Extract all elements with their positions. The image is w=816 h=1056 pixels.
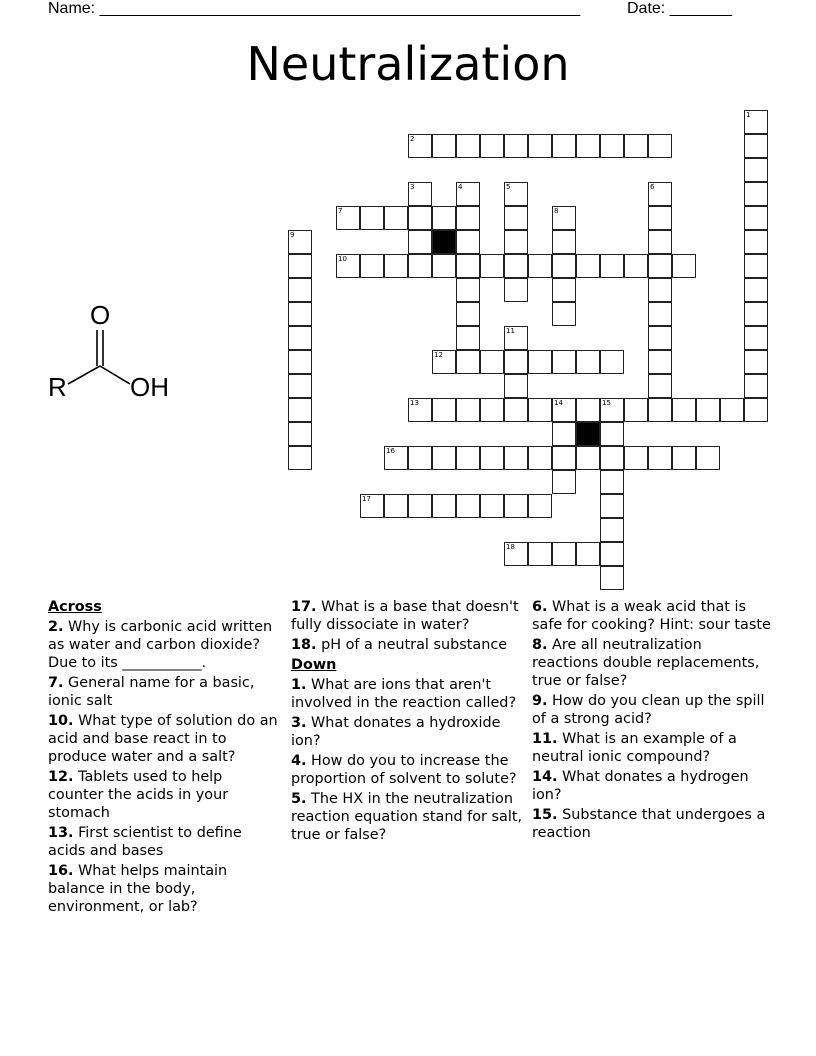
clue-number: 1. <box>291 677 307 693</box>
crossword-cell[interactable] <box>504 230 528 254</box>
crossword-cell[interactable] <box>528 350 552 374</box>
crossword-cell[interactable] <box>744 134 768 158</box>
crossword-cell[interactable] <box>552 422 576 446</box>
crossword-cell[interactable] <box>624 134 648 158</box>
cell-number: 14 <box>554 399 563 407</box>
crossword-cell[interactable] <box>408 134 432 158</box>
crossword-cell[interactable] <box>504 350 528 374</box>
crossword-cell[interactable] <box>432 254 456 278</box>
clue-number: 16. <box>48 863 74 879</box>
crossword-cell[interactable] <box>384 206 408 230</box>
clue-text: What helps maintain balance in the body, environment, or lab? <box>48 863 228 915</box>
crossword-cell[interactable] <box>528 134 552 158</box>
clue-down-8 <box>532 636 772 690</box>
clue-number: 17. <box>291 599 317 615</box>
clue-number: 14. <box>532 769 558 785</box>
cell-number: 7 <box>338 207 343 215</box>
clue-number: 12. <box>48 769 74 785</box>
clue-text: What type of solution do an acid and base react in to produce water and a salt? <box>48 713 278 765</box>
crossword-cell[interactable] <box>456 446 480 470</box>
crossword-cell[interactable] <box>504 494 528 518</box>
clue-text: How do you to increase the proportion of solvent to solute? <box>291 753 517 787</box>
clue-number: 5. <box>291 791 307 807</box>
clue-text: pH of a neutral substance <box>316 637 508 653</box>
crossword-cell[interactable] <box>528 398 552 422</box>
crossword-cell[interactable] <box>648 374 672 398</box>
crossword-cell[interactable] <box>744 230 768 254</box>
crossword-cell[interactable] <box>672 446 696 470</box>
crossword-cell[interactable] <box>456 254 480 278</box>
crossword-cell[interactable] <box>720 398 744 422</box>
crossword-cell[interactable] <box>600 446 624 470</box>
clue-text: What are ions that aren't involved in the reaction called? <box>291 677 517 711</box>
clue-text: The HX in the neutralization reaction equation stand for salt, true or false? <box>291 791 523 843</box>
down-heading: Down <box>291 657 337 673</box>
crossword-cell[interactable] <box>744 278 768 302</box>
crossword-cell[interactable] <box>480 446 504 470</box>
clue-text: General name for a basic, ionic salt <box>48 675 255 709</box>
crossword-cell[interactable] <box>552 446 576 470</box>
crossword-cell[interactable] <box>408 230 432 254</box>
cell-number: 3 <box>410 183 415 191</box>
cell-number: 12 <box>434 351 443 359</box>
crossword-cell[interactable] <box>648 302 672 326</box>
crossword-cell[interactable] <box>624 446 648 470</box>
clue-across-10 <box>48 712 280 766</box>
crossword-cell[interactable] <box>648 206 672 230</box>
crossword-cell[interactable] <box>432 446 456 470</box>
crossword-cell[interactable] <box>456 494 480 518</box>
crossword-cell[interactable] <box>576 398 600 422</box>
clue-number: 3. <box>291 715 307 731</box>
crossword-cell[interactable] <box>744 110 768 134</box>
clue-number: 11. <box>532 731 558 747</box>
oxygen-atom-label: O <box>90 300 111 330</box>
cell-number: 16 <box>386 447 395 455</box>
crossword-cell[interactable] <box>648 182 672 206</box>
clue-text: How do you clean up the spill of a strong acid? <box>532 693 765 727</box>
cell-number: 11 <box>506 327 515 335</box>
crossword-cell[interactable] <box>648 134 672 158</box>
clue-text: Substance that undergoes a reaction <box>532 807 766 841</box>
clue-down-5 <box>291 790 523 844</box>
crossword-cell[interactable] <box>600 566 624 590</box>
crossword-cell[interactable] <box>744 326 768 350</box>
cell-number: 5 <box>506 183 511 191</box>
crossword-cell[interactable] <box>744 302 768 326</box>
crossword-cell[interactable] <box>456 326 480 350</box>
crossword-cell[interactable] <box>552 134 576 158</box>
crossword-cell[interactable] <box>624 398 648 422</box>
crossword-cell[interactable] <box>672 398 696 422</box>
clue-text: Are all neutralization reactions double replacements, true or false? <box>532 637 760 689</box>
crossword-cell[interactable] <box>504 446 528 470</box>
clue-across-2 <box>48 618 280 672</box>
clue-text: Tablets used to help counter the acids in your stomach <box>48 769 229 821</box>
crossword-cell[interactable] <box>576 350 600 374</box>
crossword-cell[interactable] <box>576 446 600 470</box>
clue-across-12 <box>48 768 280 822</box>
clue-text: First scientist to define acids and bases <box>48 825 242 859</box>
across-heading: Across <box>48 599 102 615</box>
clue-text: What is a weak acid that is safe for cooking? Hint: sour taste <box>532 599 771 633</box>
crossword-cell[interactable] <box>480 350 504 374</box>
crossword-cell[interactable] <box>600 254 624 278</box>
clue-down-14 <box>532 768 772 804</box>
crossword-cell[interactable] <box>432 494 456 518</box>
crossword-cell[interactable] <box>744 374 768 398</box>
crossword-cell[interactable] <box>504 278 528 302</box>
crossword-cell[interactable] <box>600 470 624 494</box>
carboxylic-acid-structure-diagram <box>44 296 184 406</box>
clue-across-7 <box>48 674 280 710</box>
crossword-cell[interactable] <box>528 494 552 518</box>
cell-number: 17 <box>362 495 371 503</box>
crossword-cell[interactable] <box>456 302 480 326</box>
crossword-cell[interactable] <box>600 398 624 422</box>
crossword-cell[interactable] <box>456 134 480 158</box>
crossword-cell[interactable] <box>384 446 408 470</box>
crossword-cell[interactable] <box>600 494 624 518</box>
cell-number: 9 <box>290 231 295 239</box>
cell-number: 4 <box>458 183 463 191</box>
clue-text: What is an example of a neutral ionic compound? <box>532 731 737 765</box>
clue-down-4 <box>291 752 523 788</box>
clue-number: 9. <box>532 693 548 709</box>
crossword-cell[interactable] <box>552 398 576 422</box>
crossword-cell[interactable] <box>744 158 768 182</box>
crossword-cell[interactable] <box>528 542 552 566</box>
crossword-cell[interactable] <box>288 350 312 374</box>
crossword-cell[interactable] <box>288 374 312 398</box>
crossword-cell[interactable] <box>456 182 480 206</box>
clue-number: 18. <box>291 637 317 653</box>
crossword-cell[interactable] <box>432 398 456 422</box>
crossword-cell[interactable] <box>504 326 528 350</box>
crossword-cell[interactable] <box>456 230 480 254</box>
clue-down-11 <box>532 730 772 766</box>
clue-column-2 <box>291 598 523 846</box>
crossword-cell[interactable] <box>480 134 504 158</box>
crossword-cell[interactable] <box>528 254 552 278</box>
crossword-cell[interactable] <box>600 134 624 158</box>
crossword-cell[interactable] <box>288 398 312 422</box>
crossword-block-cell <box>576 422 600 446</box>
clue-across-16 <box>48 862 280 916</box>
hydroxyl-label: OH <box>130 372 169 402</box>
crossword-cell[interactable] <box>648 350 672 374</box>
crossword-cell[interactable] <box>288 302 312 326</box>
crossword-cell[interactable] <box>456 398 480 422</box>
cell-number: 2 <box>410 135 415 143</box>
crossword-cell[interactable] <box>288 446 312 470</box>
crossword-cell[interactable] <box>672 254 696 278</box>
clue-across-17 <box>291 598 523 634</box>
crossword-cell[interactable] <box>408 398 432 422</box>
crossword-cell[interactable] <box>600 518 624 542</box>
crossword-cell[interactable] <box>624 254 648 278</box>
r-group-label: R <box>48 372 67 402</box>
crossword-cell[interactable] <box>600 350 624 374</box>
page-title: Neutralization <box>246 37 570 91</box>
cell-number: 13 <box>410 399 419 407</box>
crossword-cell[interactable] <box>552 350 576 374</box>
crossword-cell[interactable] <box>288 254 312 278</box>
crossword-cell[interactable] <box>696 446 720 470</box>
crossword-cell[interactable] <box>648 278 672 302</box>
crossword-cell[interactable] <box>336 254 360 278</box>
name-field-label[interactable]: Name: ______________________________________________________ <box>48 0 581 17</box>
crossword-cell[interactable] <box>648 230 672 254</box>
cell-number: 15 <box>602 399 611 407</box>
crossword-cell[interactable] <box>360 206 384 230</box>
crossword-cell[interactable] <box>552 542 576 566</box>
crossword-cell[interactable] <box>504 206 528 230</box>
crossword-cell[interactable] <box>480 494 504 518</box>
crossword-cell[interactable] <box>504 182 528 206</box>
clue-column-1 <box>48 598 280 918</box>
clue-number: 10. <box>48 713 74 729</box>
crossword-cell[interactable] <box>432 134 456 158</box>
crossword-cell[interactable] <box>744 350 768 374</box>
crossword-cell[interactable] <box>504 542 528 566</box>
clue-text: Why is carbonic acid written as water and carbon dioxide? Due to its ___________. <box>48 619 273 671</box>
clue-across-18 <box>291 636 523 654</box>
crossword-cell[interactable] <box>408 206 432 230</box>
crossword-cell[interactable] <box>504 254 528 278</box>
clue-number: 4. <box>291 753 307 769</box>
crossword-cell[interactable] <box>696 398 720 422</box>
crossword-cell[interactable] <box>456 350 480 374</box>
crossword-cell[interactable] <box>456 278 480 302</box>
crossword-cell[interactable] <box>408 446 432 470</box>
crossword-cell[interactable] <box>576 542 600 566</box>
clue-across-13 <box>48 824 280 860</box>
crossword-cell[interactable] <box>408 182 432 206</box>
crossword-cell[interactable] <box>384 494 408 518</box>
crossword-cell[interactable] <box>288 230 312 254</box>
crossword-cell[interactable] <box>408 254 432 278</box>
clue-number: 15. <box>532 807 558 823</box>
crossword-cell[interactable] <box>744 398 768 422</box>
clue-number: 13. <box>48 825 74 841</box>
crossword-cell[interactable] <box>456 206 480 230</box>
clue-down-15 <box>532 806 772 842</box>
crossword-cell[interactable] <box>288 326 312 350</box>
crossword-cell[interactable] <box>336 206 360 230</box>
clue-text: What donates a hydrogen ion? <box>532 769 749 803</box>
cell-number: 1 <box>746 111 751 119</box>
cell-number: 10 <box>338 255 347 263</box>
crossword-cell[interactable] <box>552 278 576 302</box>
crossword-cell[interactable] <box>552 254 576 278</box>
clue-number: 8. <box>532 637 548 653</box>
clue-text: What donates a hydroxide ion? <box>291 715 501 749</box>
clue-column-3 <box>532 598 772 844</box>
clue-number: 7. <box>48 675 64 691</box>
crossword-block-cell <box>432 230 456 254</box>
crossword-cell[interactable] <box>432 206 456 230</box>
cell-number: 8 <box>554 207 559 215</box>
crossword-cell[interactable] <box>576 254 600 278</box>
clue-number: 2. <box>48 619 64 635</box>
crossword-cell[interactable] <box>576 134 600 158</box>
crossword-cell[interactable] <box>600 542 624 566</box>
cell-number: 18 <box>506 543 515 551</box>
crossword-cell[interactable] <box>648 326 672 350</box>
clue-down-9 <box>532 692 772 728</box>
crossword-cell[interactable] <box>648 398 672 422</box>
crossword-cell[interactable] <box>360 494 384 518</box>
crossword-cell[interactable] <box>744 182 768 206</box>
crossword-cell[interactable] <box>744 206 768 230</box>
crossword-cell[interactable] <box>504 398 528 422</box>
crossword-cell[interactable] <box>648 254 672 278</box>
crossword-cell[interactable] <box>744 254 768 278</box>
clue-down-6 <box>532 598 772 634</box>
crossword-cell[interactable] <box>480 254 504 278</box>
clue-down-3 <box>291 714 523 750</box>
crossword-cell[interactable] <box>408 494 432 518</box>
cell-number: 6 <box>650 183 655 191</box>
crossword-cell[interactable] <box>528 446 552 470</box>
crossword-cell[interactable] <box>552 206 576 230</box>
crossword-cell[interactable] <box>648 446 672 470</box>
crossword-cell[interactable] <box>480 398 504 422</box>
crossword-cell[interactable] <box>384 254 408 278</box>
crossword-cell[interactable] <box>504 134 528 158</box>
clue-text: What is a base that doesn't fully dissociate in water? <box>291 599 519 633</box>
crossword-cell[interactable] <box>552 230 576 254</box>
crossword-cell[interactable] <box>552 302 576 326</box>
clue-down-1 <box>291 676 523 712</box>
crossword-cell[interactable] <box>288 278 312 302</box>
crossword-cell[interactable] <box>360 254 384 278</box>
crossword-cell[interactable] <box>600 422 624 446</box>
crossword-cell[interactable] <box>504 374 528 398</box>
crossword-cell[interactable] <box>552 470 576 494</box>
crossword-cell[interactable] <box>288 422 312 446</box>
clue-number: 6. <box>532 599 548 615</box>
date-field-label[interactable]: Date: _______ <box>627 0 732 17</box>
crossword-cell[interactable] <box>432 350 456 374</box>
crossword-grid <box>288 110 768 590</box>
